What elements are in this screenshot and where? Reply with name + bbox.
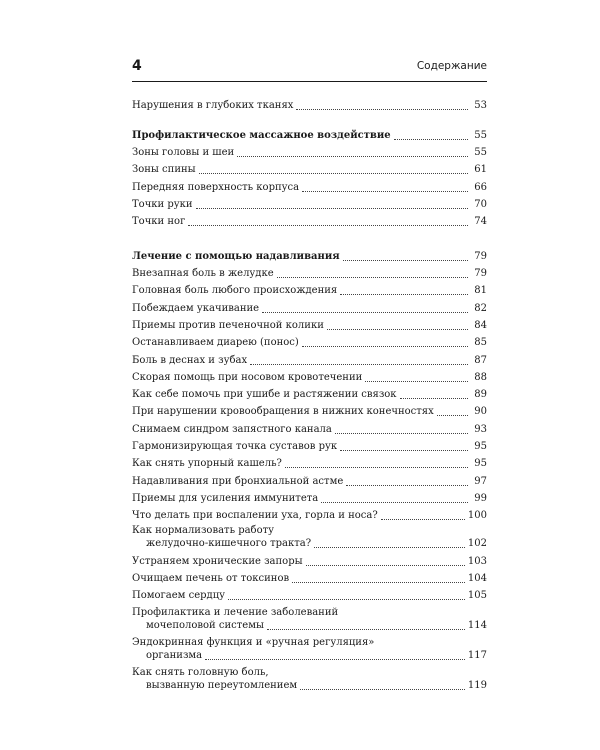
toc-entry <box>132 489 487 506</box>
toc-entry-title: Приемы для усиления иммунитета <box>132 492 319 504</box>
toc-entry-title: Зоны головы и шеи <box>132 147 235 159</box>
toc-entry-page: 82 <box>474 302 487 314</box>
toc-entry-page: 119 <box>467 680 487 692</box>
toc-entry-title: Помогаем сердцу <box>132 590 226 602</box>
toc-entry-title: Зоны спины <box>132 164 196 176</box>
dot-leader <box>262 312 468 313</box>
page-header <box>132 58 487 76</box>
toc-entry-title-line2: желудочно-кишечного тракта? <box>146 538 312 550</box>
toc-entry-title-line1: Как нормализовать работу <box>132 525 275 537</box>
toc-entry <box>132 177 487 194</box>
toc-heading-title: Профилактическое массажное воздействие <box>132 129 391 141</box>
toc-section-3 <box>132 246 487 693</box>
toc-entry <box>132 419 487 436</box>
toc-entry-page: 81 <box>474 285 487 297</box>
toc-entry-page: 104 <box>467 572 487 584</box>
dot-leader <box>267 629 465 630</box>
toc-heading <box>132 125 487 143</box>
toc-entry-page: 89 <box>474 389 487 401</box>
toc-entry-two-line <box>132 663 487 693</box>
toc-entry-two-line <box>132 523 487 551</box>
toc-entry <box>132 368 487 385</box>
dot-leader <box>300 689 465 690</box>
toc-entry <box>132 437 487 454</box>
toc-heading-page: 55 <box>474 129 487 141</box>
toc-entry-title: Точки руки <box>132 198 193 210</box>
toc-entry <box>132 402 487 419</box>
toc-entry <box>132 454 487 471</box>
toc-entry-title-line1: Профилактика и лечение заболеваний <box>132 607 339 619</box>
toc-entry-title: Как снять упорный кашель? <box>132 458 282 470</box>
toc-entry-title: Нарушения в глубоких тканях <box>132 100 294 112</box>
toc-heading <box>132 246 487 264</box>
dot-leader <box>228 599 465 600</box>
toc-entry-title: Как себе помочь при ушибе и растяжении связок <box>132 389 397 401</box>
dot-leader <box>205 659 465 660</box>
toc-entry <box>132 586 487 603</box>
toc-entry <box>132 551 487 568</box>
dot-leader <box>196 208 468 209</box>
toc-heading-title: Лечение с помощью надавливания <box>132 250 340 262</box>
dot-leader <box>199 173 468 174</box>
dot-leader <box>343 260 468 261</box>
toc-entry <box>132 96 487 113</box>
toc-entry-page: 85 <box>474 337 487 349</box>
toc-entry-line2 <box>132 649 487 663</box>
toc-entry-title: Внезапная боль в желудке <box>132 268 274 280</box>
toc-entry-page: 87 <box>474 354 487 366</box>
toc-entry <box>132 350 487 367</box>
dot-leader <box>285 467 468 468</box>
dot-leader <box>327 329 468 330</box>
toc-entry <box>132 143 487 160</box>
toc-entry-line2 <box>132 537 487 551</box>
dot-leader <box>302 346 468 347</box>
toc-entry <box>132 212 487 229</box>
toc-entry-title: Очищаем печень от токсинов <box>132 572 290 584</box>
toc-entry-page: 95 <box>474 441 487 453</box>
toc-entry-page: 55 <box>474 147 487 159</box>
dot-leader <box>400 398 468 399</box>
toc-entry-title: Останавливаем диарею (понос) <box>132 337 299 349</box>
toc-entry-title: Головная боль любого происхождения <box>132 285 338 297</box>
toc-entry-line2 <box>132 619 487 633</box>
page-number: 4 <box>132 58 142 74</box>
toc-heading-page: 79 <box>474 250 487 262</box>
toc-entry <box>132 281 487 298</box>
toc-entry-page: 100 <box>467 510 487 522</box>
dot-leader <box>277 277 468 278</box>
header-rule <box>132 81 487 82</box>
toc-section-1 <box>132 96 487 113</box>
toc-entry-page: 84 <box>474 319 487 331</box>
dot-leader <box>321 502 468 503</box>
toc-entry-page: 74 <box>474 216 487 228</box>
toc-entry-title: Скорая помощь при носовом кровотечении <box>132 371 363 383</box>
toc-entry <box>132 298 487 315</box>
toc-entry <box>132 506 487 523</box>
toc-entry-page: 61 <box>474 164 487 176</box>
toc-entry-title: Что делать при воспалении уха, горла и носа? <box>132 510 378 522</box>
toc-entry-title-line1: Эндокринная функция и «ручная регуляция» <box>132 637 375 649</box>
toc-entry-title-line2: мочеполовой системы <box>146 620 264 632</box>
dot-leader <box>335 433 468 434</box>
dot-leader <box>365 381 468 382</box>
toc-entry-title-line1: Как снять головную боль, <box>132 667 269 679</box>
table-of-contents <box>132 96 487 693</box>
toc-entry-two-line <box>132 603 487 633</box>
dot-leader <box>237 156 468 157</box>
toc-entry-page: 99 <box>474 492 487 504</box>
running-head: Содержание <box>416 60 487 72</box>
toc-entry-title: Передняя поверхность корпуса <box>132 181 300 193</box>
toc-entry-page: 97 <box>474 475 487 487</box>
toc-entry-title: Точки ног <box>132 216 186 228</box>
toc-entry-page: 95 <box>474 458 487 470</box>
toc-entry-page: 105 <box>467 590 487 602</box>
dot-leader <box>394 139 468 140</box>
dot-leader <box>346 485 468 486</box>
toc-entry-title-line2: организма <box>146 650 203 662</box>
dot-leader <box>296 109 468 110</box>
toc-entry <box>132 264 487 281</box>
toc-entry <box>132 333 487 350</box>
toc-entry-title: Гармонизирующая точка суставов рук <box>132 441 338 453</box>
toc-entry-page: 66 <box>474 181 487 193</box>
toc-entry-title: Устраняем хронические запоры <box>132 555 303 567</box>
toc-entry <box>132 195 487 212</box>
toc-entry-two-line <box>132 633 487 663</box>
toc-entry-page: 79 <box>474 268 487 280</box>
toc-entry-title: При нарушении кровообращения в нижних конечностях <box>132 406 434 418</box>
toc-entry-title: Приемы против печеночной колики <box>132 319 324 331</box>
toc-entry <box>132 316 487 333</box>
toc-entry-page: 102 <box>467 538 487 550</box>
toc-entry-page: 90 <box>474 406 487 418</box>
toc-entry-line2 <box>132 679 487 693</box>
dot-leader <box>340 450 468 451</box>
toc-entry-page: 114 <box>467 620 487 632</box>
dot-leader <box>302 191 468 192</box>
toc-entry-title: Надавливания при бронхиальной астме <box>132 475 344 487</box>
toc-entry-page: 88 <box>474 371 487 383</box>
dot-leader <box>314 547 465 548</box>
toc-entry-title: Боль в деснах и зубах <box>132 354 248 366</box>
toc-entry <box>132 385 487 402</box>
dot-leader <box>292 582 465 583</box>
toc-entry-page: 103 <box>467 555 487 567</box>
toc-entry-page: 93 <box>474 423 487 435</box>
dot-leader <box>250 364 468 365</box>
dot-leader <box>306 565 465 566</box>
dot-leader <box>340 294 468 295</box>
toc-entry <box>132 471 487 488</box>
toc-entry-page: 117 <box>467 650 487 662</box>
dot-leader <box>381 519 465 520</box>
toc-entry-title: Снимаем синдром запястного канала <box>132 423 332 435</box>
toc-entry-title-line2: вызванную переутомлением <box>146 680 298 692</box>
toc-entry-title: Побеждаем укачивание <box>132 302 260 314</box>
toc-entry-page: 53 <box>474 100 487 112</box>
toc-section-2 <box>132 125 487 229</box>
toc-entry <box>132 569 487 586</box>
dot-leader <box>437 415 468 416</box>
dot-leader <box>188 225 468 226</box>
toc-entry <box>132 160 487 177</box>
toc-entry-page: 70 <box>474 198 487 210</box>
